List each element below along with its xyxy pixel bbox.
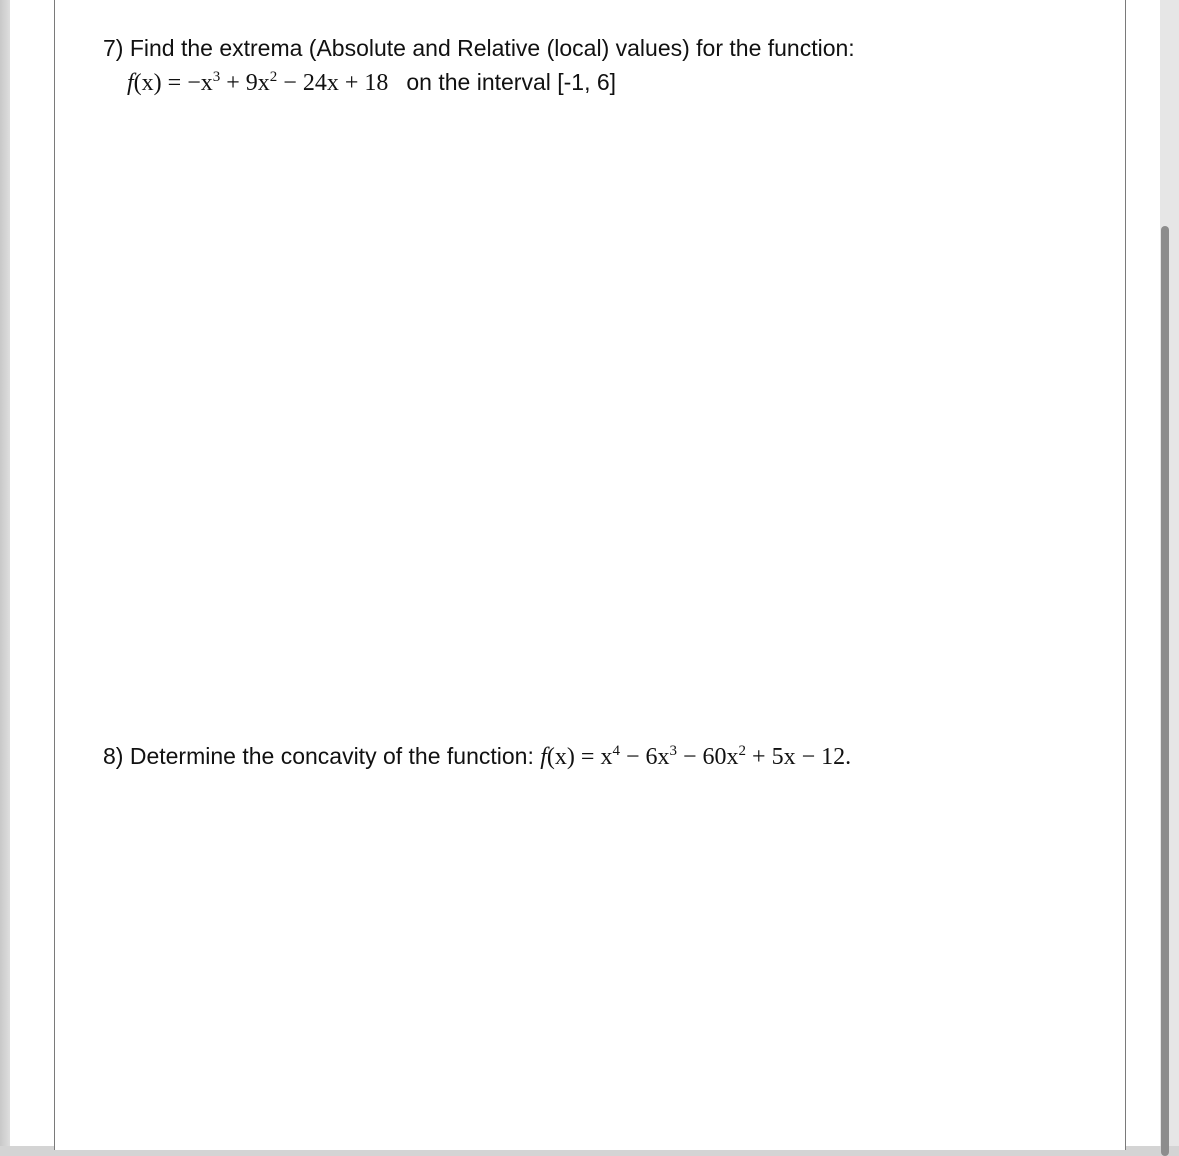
function-name: f xyxy=(127,70,134,96)
term-1-base: −x xyxy=(187,70,213,96)
question-7-equation xyxy=(127,70,388,96)
term-2 xyxy=(226,70,277,96)
term-2-base: − 6x xyxy=(625,744,670,770)
equals-sign: = xyxy=(580,744,595,770)
question-8-equation xyxy=(540,744,851,770)
equals-sign: = xyxy=(167,70,182,96)
term-1-exponent: 3 xyxy=(212,69,221,85)
question-8-prompt: 8) Determine the concavity of the function: xyxy=(103,743,534,769)
term-1-exponent: 4 xyxy=(612,743,620,759)
interval-text: on the interval [-1, 6] xyxy=(406,69,617,95)
function-name: f xyxy=(540,744,547,770)
term-1-base: x xyxy=(600,744,613,770)
term-2-exponent: 2 xyxy=(269,69,278,85)
term-3-base: − 60x xyxy=(682,744,739,770)
vertical-scrollbar-thumb[interactable] xyxy=(1161,226,1169,1156)
term-2 xyxy=(626,744,677,770)
term-2-exponent: 3 xyxy=(669,743,677,759)
term-3: − 24x + 18 xyxy=(283,70,389,96)
function-argument: (x) xyxy=(546,744,575,770)
term-1 xyxy=(187,70,220,96)
term-2-base: + 9x xyxy=(226,70,270,96)
term-1 xyxy=(600,744,620,770)
term-4: + 5x − 12. xyxy=(752,744,852,770)
term-3-exponent: 2 xyxy=(738,743,747,759)
window-edge-left xyxy=(0,0,10,1146)
question-8 xyxy=(103,741,851,772)
document-page xyxy=(54,0,1126,1150)
page-margin-left xyxy=(10,0,54,1146)
question-7-title: 7) Find the extrema (Absolute and Relative (local) values) for the function: xyxy=(103,35,855,61)
question-7-function xyxy=(127,67,616,98)
term-3 xyxy=(683,744,746,770)
function-argument: (x) xyxy=(133,70,162,96)
page-margin-right xyxy=(1126,0,1160,1146)
